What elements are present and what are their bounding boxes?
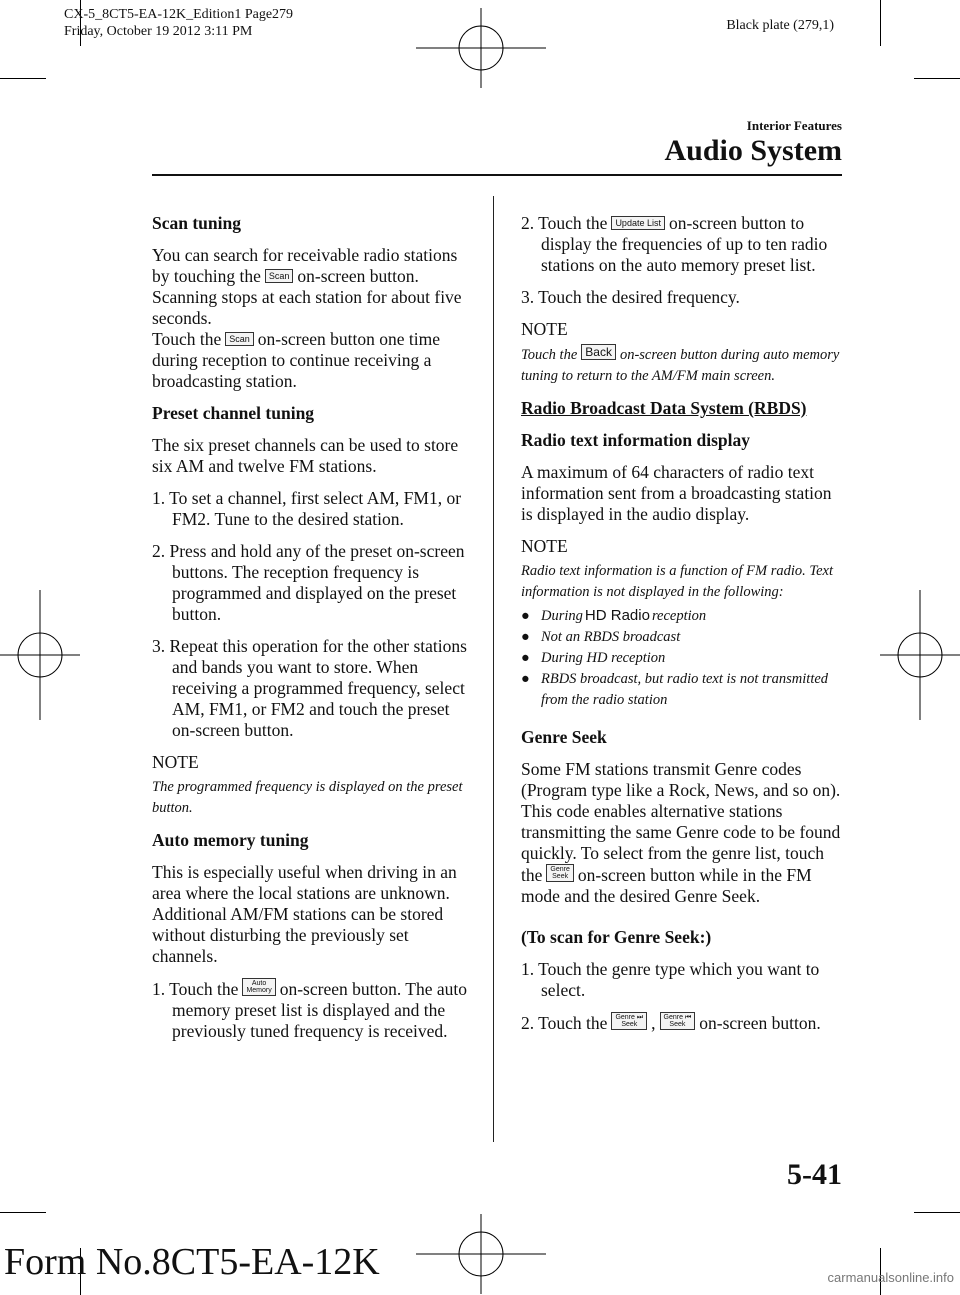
bullet-icon: ● — [521, 608, 530, 624]
file-info-line1: CX-5_8CT5-EA-12K_Edition1 Page279 — [64, 7, 294, 22]
radio-text-conditions — [521, 605, 843, 711]
bullet-icon: ● — [521, 650, 530, 666]
watermark: carmanualsonline.info — [827, 1270, 954, 1285]
file-info — [64, 6, 293, 40]
crop-mark — [914, 78, 960, 79]
preset-step-1: 1. To set a channel, first select AM, FM1, or FM2. Tune to the desired station. — [152, 488, 462, 529]
registration-mark-right — [880, 590, 960, 720]
column-divider — [493, 196, 494, 1142]
list-item: ● Not an RBDS broadcast — [521, 627, 843, 648]
preset-step-3: 3. Repeat this operation for the other stations and bands you want to store. When receiving a programmed frequency, select AM, FM1, or FM2 and touch the preset on-screen button. — [152, 636, 467, 740]
crop-mark — [880, 0, 881, 46]
bullet-icon: ● — [521, 671, 530, 687]
section-category: Interior Features — [746, 118, 842, 133]
file-info-line2: Friday, October 19 2012 3:11 PM — [64, 24, 253, 39]
scan-tuning-heading: Scan tuning — [152, 213, 241, 233]
auto-memory-button-icon: Auto Memory — [242, 978, 275, 996]
update-list-button-icon: Update List — [611, 216, 665, 230]
hd-radio-logo: HD Radio — [584, 607, 650, 624]
auto-memory-step-2: 2. Touch the Update List on-screen button to display the frequencies of up to ten radio stations on the auto memory preset list. — [521, 213, 828, 275]
preset-paragraph: The six preset channels can be used to store six AM and twelve FM stations. — [152, 435, 459, 476]
genre-step-1: 1. Touch the genre type which you want to select. — [521, 959, 820, 1000]
crop-mark — [0, 78, 46, 79]
page-number: 5-41 — [787, 1158, 842, 1191]
registration-mark-bottom — [416, 1214, 546, 1294]
back-button-icon: Back — [581, 344, 616, 360]
auto-memory-heading: Auto memory tuning — [152, 830, 309, 850]
auto-memory-step-3: 3. Touch the desired frequency. — [521, 287, 740, 307]
plate-label: Black plate (279,1) — [726, 18, 834, 33]
registration-mark-left — [0, 590, 80, 720]
scan-button-icon: Scan — [225, 332, 254, 346]
rbds-heading: Radio Broadcast Data System (RBDS) — [521, 398, 807, 418]
crop-mark — [0, 1212, 46, 1213]
right-column — [521, 213, 843, 1045]
genre-seek-button-icon: Genre Seek — [546, 864, 573, 882]
header-rule — [152, 174, 842, 176]
radio-text-paragraph: A maximum of 64 characters of radio text information sent from a broadcasting station is displayed in the audio display. — [521, 462, 832, 524]
note-radio-text: Radio text information is a function of FM radio. Text information is not displayed in the following: — [521, 563, 834, 600]
note-back: Touch the Back on-screen button during auto memory tuning to return to the AM/FM main screen. — [521, 345, 840, 384]
note-label: NOTE — [521, 536, 568, 556]
genre-seek-next-icon: Genre ⏭ Seek — [611, 1012, 647, 1030]
genre-step-2: 2. Touch the Genre ⏭ Seek , Genre ⏮ Seek on-screen button. — [521, 1013, 821, 1033]
list-item: ● During HD Radio reception — [521, 605, 843, 627]
preset-tuning-heading: Preset channel tuning — [152, 403, 315, 423]
list-item: ● During HD reception — [521, 648, 843, 669]
auto-memory-paragraph: This is especially useful when driving in an area where the local stations are unknown. Additional AM/FM stations can be stored without disturbing the previously set channels. — [152, 862, 457, 966]
note-preset: The programmed frequency is displayed on the preset button. — [152, 779, 463, 816]
genre-seek-prev-icon: Genre ⏮ Seek — [660, 1012, 696, 1030]
note-label: NOTE — [152, 752, 199, 772]
note-label: NOTE — [521, 319, 568, 339]
auto-memory-step-1: 1. Touch the Auto Memory on-screen button. The auto memory preset list is displayed and the previously tuned frequency is received. — [152, 979, 467, 1041]
radio-text-heading: Radio text information display — [521, 430, 750, 450]
genre-seek-paragraph: Some FM stations transmit Genre codes (Program type like a Rock, News, and so on). This code enables alternative stations transmitting the same Genre code to be found quickly. To select from the genre list, touch the Genre Seek on-screen button while in the FM mode and the desired Genre Seek. — [521, 759, 841, 906]
bullet-icon: ● — [521, 629, 530, 645]
section-title: Audio System — [664, 134, 842, 167]
genre-seek-heading: Genre Seek — [521, 727, 607, 747]
scan-genre-heading: (To scan for Genre Seek:) — [521, 927, 712, 947]
crop-mark — [914, 1212, 960, 1213]
list-item: ● RBDS broadcast, but radio text is not transmitted from the radio station — [521, 671, 829, 708]
scan-paragraph: You can search for receivable radio stations by touching the Scan on-screen button. Scanning stops at each station for about five seconds. Touch the Scan on-screen button one time during reception to continue receiving a broadcasting station. — [152, 245, 462, 391]
preset-step-2: 2. Press and hold any of the preset on-screen buttons. The reception frequency is programmed and displayed on the preset button. — [152, 541, 465, 624]
form-number: Form No.8CT5-EA-12K — [4, 1241, 380, 1283]
registration-mark-top — [416, 8, 546, 88]
scan-button-icon: Scan — [265, 269, 294, 283]
left-column — [152, 213, 472, 1053]
